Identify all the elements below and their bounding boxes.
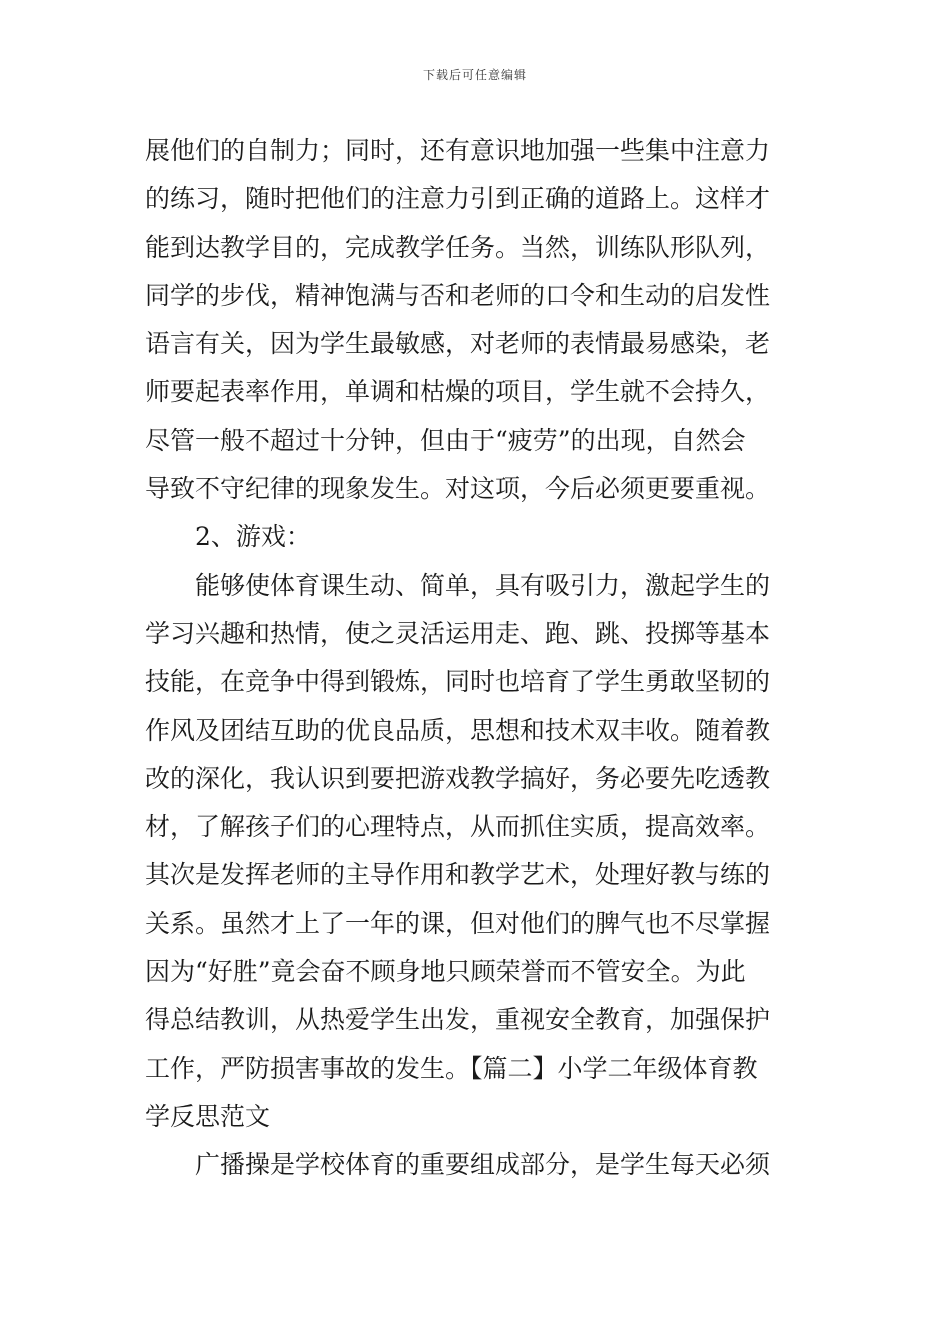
section-heading-games: 2、游戏： (195, 522, 311, 552)
text-line: 学习兴趣和热情，使之灵活运用走、跑、跳、投掷等基本 (145, 618, 771, 648)
text-line: 因为“好胜”竟会奋不顾身地只顾荣誉而不管安全。为此 (145, 957, 746, 987)
text-line: 得总结教训，从热爱学生出发，重视安全教育，加强保护 (145, 1005, 771, 1035)
document-body (145, 127, 809, 1190)
text-line: 语言有关，因为学生最敏感，对老师的表情最易感染，老 (145, 329, 771, 359)
text-line: 师要起表率作用，单调和枯燥的项目，学生就不会持久， (145, 377, 771, 407)
text-line: 能到达教学目的，完成教学任务。当然，训练队形队列， (145, 232, 771, 262)
text-line: 学反思范文 (145, 1101, 271, 1131)
text-line: 能够使体育课生动、简单，具有吸引力，激起学生的 (195, 570, 771, 600)
text-line: 展他们的自制力；同时，还有意识地加强一些集中注意力 (145, 136, 771, 165)
text-line: 关系。虽然才上了一年的课，但对他们的脾气也不尽掌握 (145, 908, 771, 938)
text-line: 其次是发挥老师的主导作用和教学艺术，处理好教与练的 (145, 860, 771, 890)
text-line: 工作，严防损害事故的发生。【篇二】小学二年级体育教 (145, 1053, 758, 1083)
text-line: 广播操是学校体育的重要组成部分，是学生每天必须 (195, 1150, 771, 1180)
text-line: 的练习，随时把他们的注意力引到正确的道路上。这样才 (145, 184, 771, 214)
text-line: 尽管一般不超过十分钟，但由于“疲劳”的出现，自然会 (145, 425, 746, 455)
text-line: 同学的步伐，精神饱满与否和老师的口令和生动的启发性 (145, 280, 771, 310)
page-header: 下载后可任意编辑 (422, 68, 527, 82)
text-line: 改的深化，我认识到要把游戏教学搞好，务必要先吃透教 (145, 763, 771, 793)
text-line: 作风及团结互助的优良品质，思想和技术双丰收。随着教 (145, 715, 771, 745)
text-line: 材，了解孩子们的心理特点，从而抓住实质，提高效率。 (145, 812, 771, 842)
text-line: 技能，在竞争中得到锻炼，同时也培育了学生勇敢坚韧的 (145, 667, 771, 697)
text-line: 导致不守纪律的现象发生。对这项，今后必须更要重视。 (145, 474, 771, 504)
